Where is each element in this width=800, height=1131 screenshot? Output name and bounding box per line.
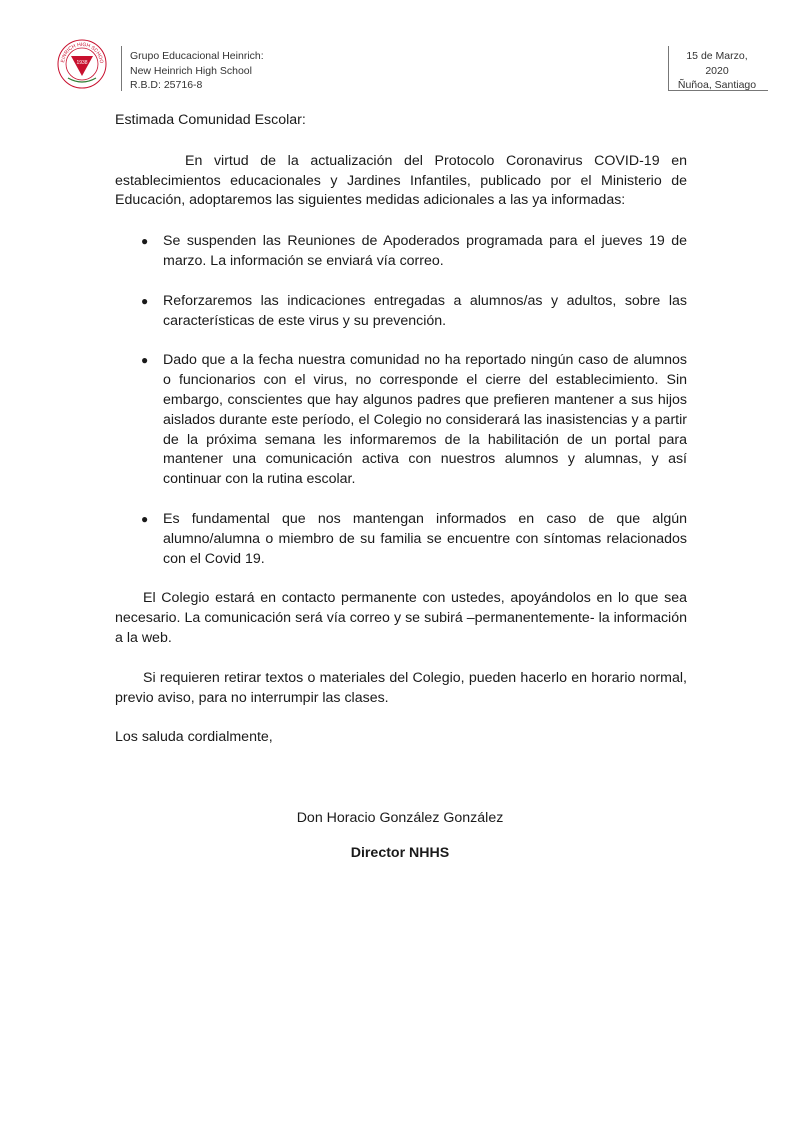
institution-group: Grupo Educacional Heinrich: (130, 50, 264, 62)
logo-year: 1938 (76, 60, 88, 66)
bullet-icon: ● (141, 293, 149, 308)
header-divider-left (121, 46, 122, 91)
salutation: Estimada Comunidad Escolar: (115, 112, 306, 128)
bullet-icon: ● (141, 511, 149, 526)
date-year: 2020 (705, 64, 729, 77)
institution-info (130, 49, 264, 93)
measures-list (115, 232, 687, 569)
bullet-icon: ● (141, 353, 149, 368)
date-location (672, 49, 762, 93)
materials-paragraph: Si requieren retirar textos o materiales del Colegio, pueden hacerlo en horario normal, previo aviso, para no interrumpir las clases. (115, 669, 687, 706)
school-crest-logo (56, 38, 108, 90)
contact-paragraph: El Colegio estará en contacto permanente con ustedes, apoyándolos en lo que sea necesario. La comunicación será vía correo y se subirá –permanentemente- la información a la web. (115, 590, 687, 646)
list-item: ● Es fundamental que nos mantengan informados en caso de que algún alumno/alumna o miembro de su familia se encuentre con síntomas relacionados con el Covid 19. (141, 510, 687, 567)
list-item: ● Dado que a la fecha nuestra comunidad no ha reportado ningún caso de alumnos o funcionarios con el virus, no corresponde el cierre del establecimiento. Sin embargo, conscientes que hay algunos padres que prefieren mantener a sus hijos aislados durante este período, el Colegio no considerará las inasistencias y a partir de la próxima semana les informaremos de la habilitación de un portal para mantener una comunicación activa con nuestros alumnos y alumnas, y así continuar con la rutina escolar. (141, 352, 687, 488)
closing: Los saluda cordialmente, (115, 729, 273, 746)
intro-paragraph: En virtud de la actualización del Protocolo Coronavirus COVID-19 en establecimientos educacionales y Jardines Infantiles, publicado por el Ministerio de Educación, adoptaremos las siguientes medidas adicionales a las ya informadas: (115, 152, 687, 209)
list-item: ● Se suspenden las Reuniones de Apoderados programada para el jueves 19 de marzo. La información se enviará vía correo. (141, 233, 687, 269)
date-day: 15 de Marzo, (686, 50, 748, 62)
signature-title: Director NHHS (350, 845, 450, 861)
location: Ñuñoa, Santiago (677, 79, 757, 91)
bullet-icon: ● (141, 234, 149, 249)
svg-text:HEINRICH HIGH SCHOOL: EINRICH HIGH SCHOO (60, 41, 105, 64)
header-divider-right (668, 46, 669, 91)
institution-school: New Heinrich High School (130, 64, 252, 77)
letter-body (115, 108, 687, 748)
list-item: ● Reforzaremos las indicaciones entregadas a alumnos/as y adultos, sobre las características de este virus y su prevención. (141, 292, 687, 329)
institution-rbd: R.B.D: 25716-8 (130, 79, 203, 91)
letterhead (0, 0, 800, 100)
signature-name: Don Horacio González González (296, 810, 504, 826)
